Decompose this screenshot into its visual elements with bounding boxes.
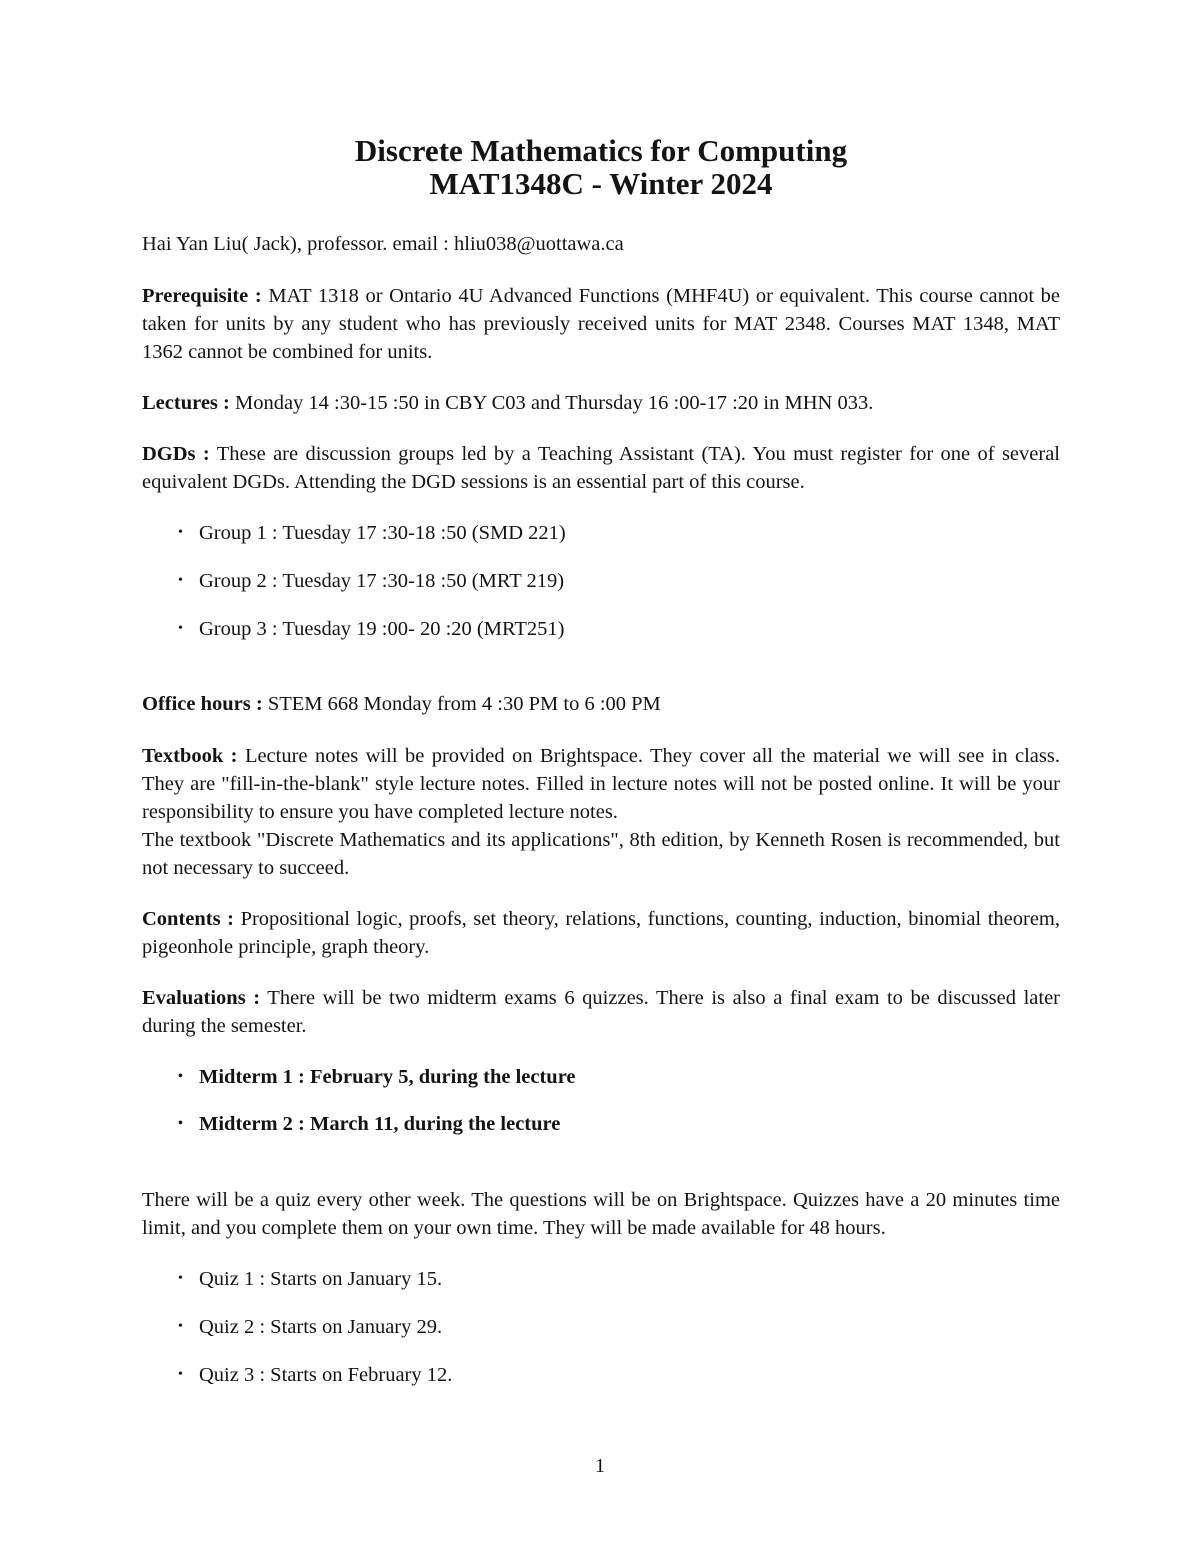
- quiz-item-text: Quiz 1 : Starts on January 15.: [199, 1268, 443, 1290]
- page-content: [142, 134, 1060, 1389]
- textbook-recommendation: The textbook "Discrete Mathematics and its applications", 8th edition, by Kenneth Rosen is recommended, but not necessary to succeed.: [142, 829, 1060, 879]
- bullet-icon: •: [178, 1319, 183, 1334]
- textbook-label: Textbook :: [142, 745, 238, 767]
- dgds-label: DGDs :: [142, 443, 210, 465]
- contents-text: Propositional logic, proofs, set theory, relations, functions, counting, induction, binomial theorem, pigeonhole principle, graph theory.: [142, 908, 1060, 958]
- dgd-group-text: Group 2 : Tuesday 17 :30-18 :50 (MRT 219): [199, 570, 565, 592]
- contents-label: Contents :: [142, 908, 234, 930]
- lectures-label: Lectures :: [142, 392, 230, 414]
- bullet-icon: •: [178, 1116, 183, 1131]
- prerequisite-text: MAT 1318 or Ontario 4U Advanced Functions (MHF4U) or equivalent. This course cannot be taken for units by any student who has previously received units for MAT 2348. Courses MAT 1348, MAT 1362 cannot be combined for units.: [142, 285, 1060, 363]
- contents-paragraph: [142, 905, 1060, 961]
- quiz-list: [142, 1265, 1060, 1389]
- bullet-icon: •: [178, 1069, 183, 1084]
- page-number: 1: [594, 1455, 606, 1477]
- list-item: [142, 1361, 1060, 1389]
- list-item: [142, 615, 1060, 643]
- quiz-item-text: Quiz 3 : Starts on February 12.: [199, 1364, 453, 1386]
- document-title: [142, 134, 1060, 200]
- dgd-group-text: Group 3 : Tuesday 19 :00- 20 :20 (MRT251): [199, 618, 565, 640]
- office-hours-text: STEM 668 Monday from 4 :30 PM to 6 :00 PM: [267, 693, 661, 715]
- title-line-2: MAT1348C - Winter 2024: [429, 166, 773, 201]
- instructor-line: Hai Yan Liu( Jack), professor. email : hliu038@uottawa.ca: [142, 233, 624, 255]
- bullet-icon: •: [178, 573, 183, 588]
- list-item: [142, 1265, 1060, 1293]
- bullet-icon: •: [178, 1271, 183, 1286]
- office-hours-label: Office hours :: [142, 693, 263, 715]
- quiz-paragraph: There will be a quiz every other week. The questions will be on Brightspace. Quizzes have a 20 minutes time limit, and you complete them on your own time. They will be made available for 48 hours.: [142, 1189, 1060, 1239]
- midterm-text: Midterm 1 : February 5, during the lecture: [199, 1066, 576, 1088]
- evaluations-text: There will be two midterm exams 6 quizzes. There is also a final exam to be discussed later during the semester.: [142, 987, 1060, 1037]
- list-item: [142, 567, 1060, 595]
- textbook-paragraph: [142, 742, 1060, 882]
- list-item: [142, 519, 1060, 547]
- title-line-1: Discrete Mathematics for Computing: [354, 133, 848, 168]
- lectures-paragraph: [142, 389, 1060, 417]
- evaluations-paragraph: [142, 984, 1060, 1040]
- midterm-text: Midterm 2 : March 11, during the lecture: [199, 1113, 561, 1135]
- list-item: [142, 1110, 1060, 1138]
- bullet-icon: •: [178, 525, 183, 540]
- list-item: [142, 1313, 1060, 1341]
- textbook-text: Lecture notes will be provided on Brightspace. They cover all the material we will see in class. They are "fill-in-the-blank" style lecture notes. Filled in lecture notes will not be posted online. It will be your responsibility to ensure you have completed lecture notes.: [142, 745, 1060, 823]
- prerequisite-paragraph: [142, 282, 1060, 366]
- bullet-icon: •: [178, 621, 183, 636]
- bullet-icon: •: [178, 1367, 183, 1382]
- list-item: [142, 1063, 1060, 1091]
- dgds-text: These are discussion groups led by a Teaching Assistant (TA). You must register for one of several equivalent DGDs. Attending the DGD sessions is an essential part of this course.: [142, 443, 1060, 493]
- dgd-group-text: Group 1 : Tuesday 17 :30-18 :50 (SMD 221): [199, 522, 566, 544]
- quiz-item-text: Quiz 2 : Starts on January 29.: [199, 1316, 443, 1338]
- dgd-group-list: [142, 519, 1060, 643]
- prerequisite-label: Prerequisite :: [142, 285, 262, 307]
- lectures-text: Monday 14 :30-15 :50 in CBY C03 and Thursday 16 :00-17 :20 in MHN 033.: [234, 392, 874, 414]
- dgds-paragraph: [142, 440, 1060, 496]
- midterm-list: [142, 1063, 1060, 1138]
- evaluations-label: Evaluations :: [142, 987, 261, 1009]
- office-hours-paragraph: [142, 690, 1060, 718]
